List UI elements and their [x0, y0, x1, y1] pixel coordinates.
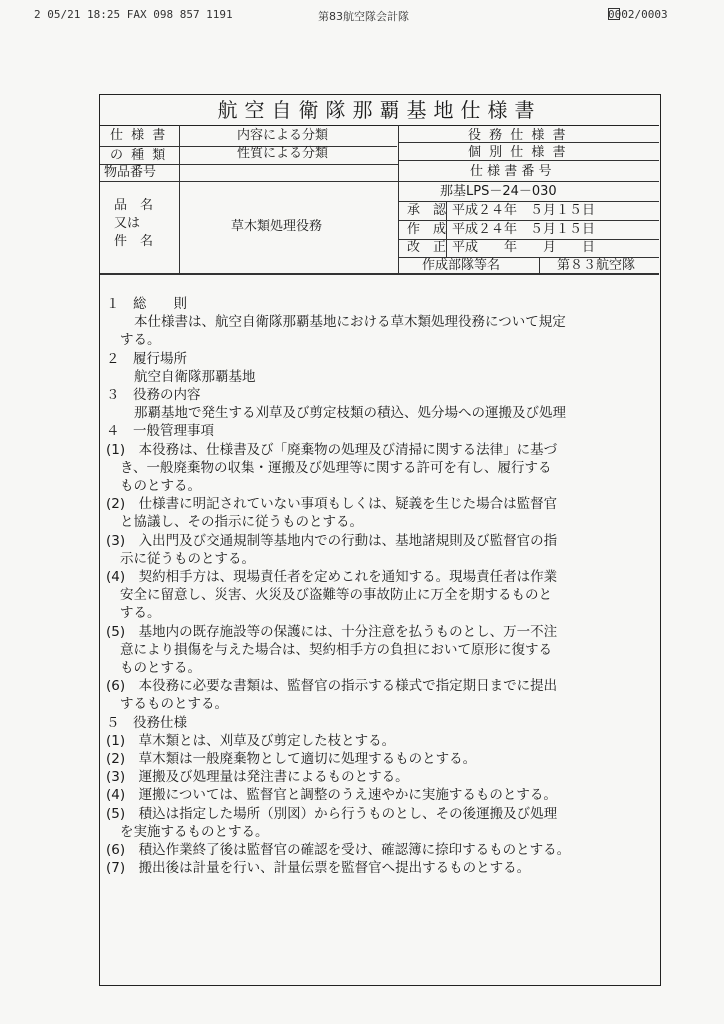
body-text-line: き、一般廃棄物の収集・運搬及び処理等に関する許可を有し、履行する — [120, 459, 552, 476]
table-rule — [100, 181, 659, 182]
class-by-content-label: 内容による分類 — [237, 128, 329, 143]
fax-sender-name: 第83航空隊会計隊 — [318, 10, 409, 23]
class-by-content-value: 役 務 仕 様 書 — [468, 128, 568, 143]
item-name-label: 又は — [114, 216, 141, 231]
fax-page-number: 0002/0003 — [608, 8, 668, 21]
class-by-nature-value: 個 別 仕 様 書 — [468, 145, 568, 160]
fax-transmission-info: 2 05/21 18:25 FAX 098 857 1191 — [34, 8, 233, 21]
table-rule — [398, 125, 399, 273]
body-text-line: (5) 積込は指定した場所（別図）から行うものとし、その後運搬及び処理 — [106, 805, 558, 822]
spec-number-label: 仕 様 書 番 号 — [470, 164, 552, 179]
table-rule — [398, 201, 659, 202]
spec-kind-label: 仕 様 書 — [110, 128, 168, 143]
body-text-line: (6) 本役務に必要な書類は、監督官の指示する様式で指定期日までに提出 — [106, 678, 558, 695]
body-text-line: 航空自衛隊那覇基地 — [134, 368, 256, 385]
table-rule — [446, 201, 447, 257]
body-text-line: (7) 搬出後は計量を行い、計量伝票を監督官へ提出するものとする。 — [106, 860, 531, 877]
created-date: 平成２４年 ５月１５日 — [452, 222, 596, 237]
item-name-value: 草木類処理役務 — [231, 219, 323, 234]
item-number-label: 物品番号 — [104, 165, 157, 180]
approved-label: 承 認 — [407, 203, 447, 218]
body-text-line: 那覇基地で発生する刈草及び剪定枝類の積込、処分場への運搬及び処理 — [134, 405, 566, 422]
body-text-line: (5) 基地内の既存施設等の保護には、十分注意を払うものとし、万一不注 — [106, 623, 558, 640]
spec-kind-label: の 種 類 — [110, 148, 168, 163]
created-label: 作 成 — [407, 222, 447, 237]
body-text-line: (6) 積込作業終了後は監督官の確認を受け、確認簿に捺印するものとする。 — [106, 842, 571, 858]
body-text-line: (1) 本役務は、仕様書及び「廃棄物の処理及び清掃に関する法律」に基づ — [106, 441, 558, 458]
item-name-label: 品 名 — [114, 198, 154, 213]
revised-date: 平成 年 月 日 — [452, 240, 596, 255]
table-rule — [539, 257, 540, 273]
spec-number: 那基LPS－24－030 — [440, 184, 557, 199]
body-text-line: (2) 仕様書に明記されていない事項もしくは、疑義を生じた場合は監督官 — [106, 496, 558, 513]
body-text-line: (2) 草木類は一般廃棄物として適切に処理するものとする。 — [106, 751, 477, 767]
body-text-line: を実施するものとする。 — [120, 823, 269, 840]
document-title: 航空自衛隊那覇基地仕様書 — [100, 95, 659, 126]
body-text-line: 示に従うものとする。 — [120, 550, 255, 567]
creating-unit-label: 作成部隊等名 — [422, 258, 501, 273]
revised-label: 改 正 — [407, 240, 447, 255]
body-text-line: 本仕様書は、航空自衛隊那覇基地における草木類処理役務について規定 — [134, 314, 566, 331]
table-rule — [179, 125, 180, 273]
body-text-line: する。 — [120, 605, 161, 622]
body-text-line: ３ 役務の内容 — [106, 387, 201, 403]
body-text-line: ものとする。 — [120, 478, 201, 494]
body-text-line: ものとする。 — [120, 660, 201, 676]
body-text-line: (4) 運搬については、監督官と調整のうえ速やかに実施するものとする。 — [106, 787, 557, 804]
body-text-line: 安全に留意し、災害、火災及び盗難等の事故防止に万全を期するものと — [120, 587, 552, 604]
body-text-line: ４ 一般管理事項 — [106, 423, 214, 440]
body-text-line: するものとする。 — [120, 696, 228, 713]
body-text-line: (3) 運搬及び処理量は発注書によるものとする。 — [106, 769, 409, 786]
approved-date: 平成２４年 ５月１５日 — [452, 203, 596, 218]
body-text-line: ２ 履行場所 — [106, 350, 187, 367]
body-text-line: する。 — [120, 332, 161, 349]
body-text-line: (3) 入出門及び交通規制等基地内での行動は、基地諸規則及び監督官の指 — [106, 532, 558, 549]
body-text-line: (4) 契約相手方は、現場責任者を定めこれを通知する。現場責任者は作業 — [106, 569, 558, 585]
body-text-line: 意により損傷を与えた場合は、契約相手方の負担において原形に復する — [120, 641, 552, 658]
table-rule — [398, 220, 659, 221]
body-text-line: ５ 役務仕様 — [106, 714, 187, 731]
body-text-line: と協議し、その指示に従うものとする。 — [120, 514, 363, 531]
class-by-nature-label: 性質による分類 — [237, 146, 329, 161]
item-name-label: 件 名 — [114, 234, 154, 249]
body-text-line: １ 総 則 — [106, 296, 187, 312]
fax-header — [0, 8, 724, 26]
body-text-line: (1) 草木類とは、刈草及び剪定した枝とする。 — [106, 732, 396, 749]
creating-unit-value: 第８３航空隊 — [557, 258, 636, 273]
